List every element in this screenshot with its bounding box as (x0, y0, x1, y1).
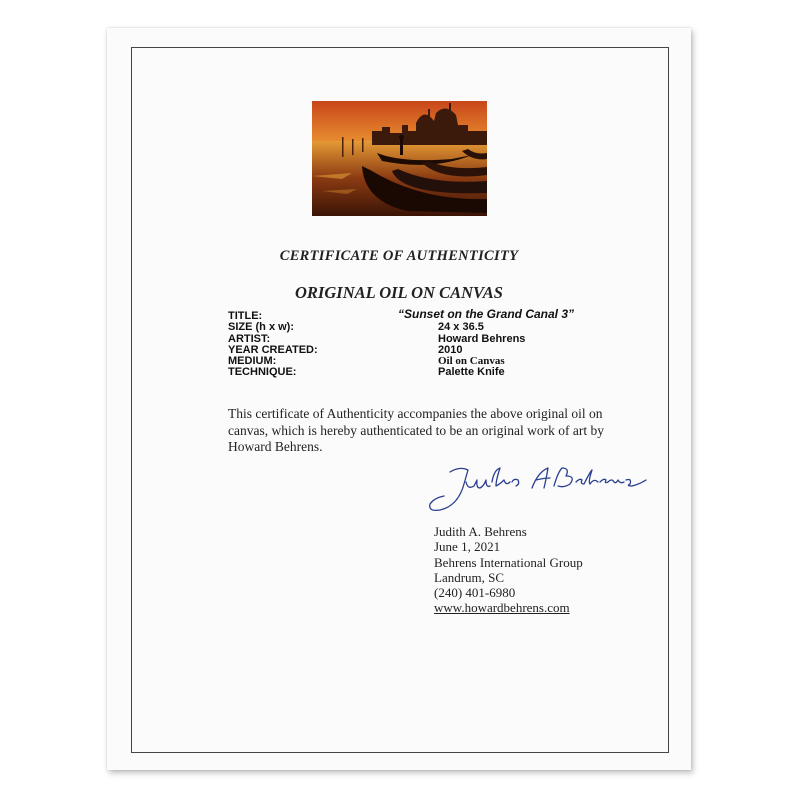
detail-label: ARTIST: (228, 332, 271, 345)
certificate-heading: CERTIFICATE OF AUTHENTICITY (279, 248, 519, 264)
certificate-subheading: ORIGINAL OIL ON CANVAS (295, 283, 503, 302)
authenticity-statement: This certificate of Authenticity accompanies the above original oil on canvas, which is hereby authenticated to be an original work of art by Howard Behrens. (228, 406, 604, 454)
signer-block (434, 524, 583, 616)
detail-label: TECHNIQUE: (228, 366, 297, 379)
signer-name: Judith A. Behrens (434, 524, 527, 539)
artwork-title-value: “Sunset on the Grand Canal 3” (398, 307, 575, 321)
certificate-sheet (107, 28, 691, 770)
detail-label: MEDIUM: (228, 355, 277, 368)
year-value: 2010 (438, 343, 463, 356)
company-name: Behrens International Group (434, 554, 583, 570)
company-location: Landrum, SC (434, 569, 505, 585)
signature-text (650, 460, 653, 463)
signed-date: June 1, 2021 (434, 539, 501, 555)
medium-value: Oil on Canvas (438, 355, 505, 368)
handwritten-signature (420, 460, 650, 516)
detail-label: SIZE (h x w): (228, 321, 294, 334)
website-link[interactable]: www.howardbehrens.com (434, 600, 570, 616)
phone-number: (240) 401-6980 (434, 585, 516, 601)
detail-label: TITLE: (228, 310, 263, 322)
artist-value: Howard Behrens (438, 332, 526, 345)
painting-thumbnail (312, 101, 487, 216)
size-value: 24 x 36.5 (438, 321, 484, 334)
technique-value: Palette Knife (438, 366, 505, 379)
detail-label: YEAR CREATED: (228, 343, 318, 356)
